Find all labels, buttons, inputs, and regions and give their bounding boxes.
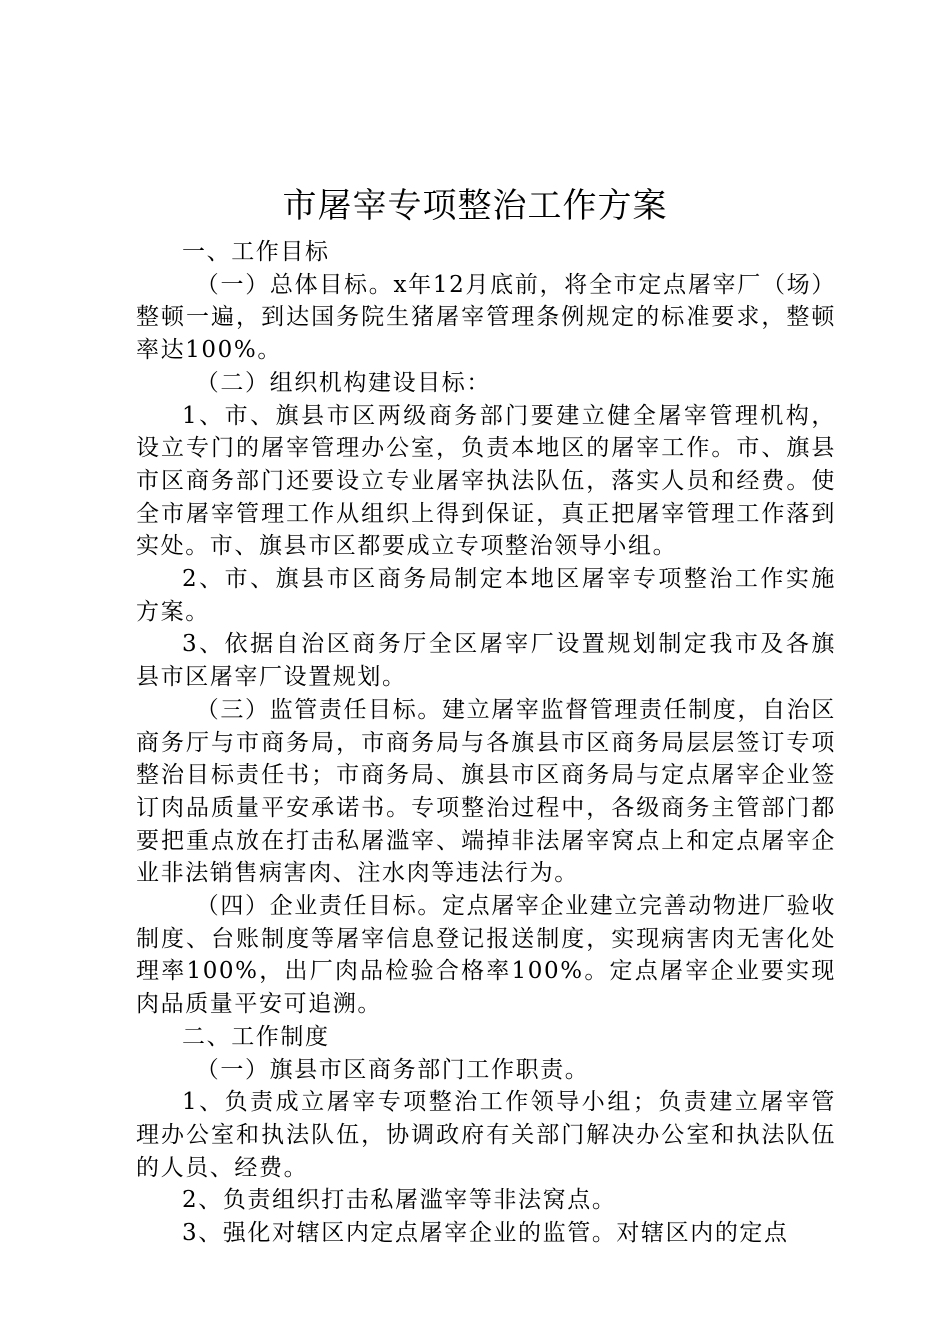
- paragraph-duties: （一）旗县市区商务部门工作职责。: [195, 1056, 590, 1083]
- paragraph-supervision-goal: （三）监管责任目标。建立屠宰监督管理责任制度，自治区商务厅与市商务局，市商务局与各旗县市区商务局层层签订专项整治目标责任书；市商务局、旗县市区商务局与定点屠宰企业签订肉品质量平安承诺书。专项整治过程中，各级商务主管部门都要把重点放在打击私屠滥宰、端掉非法屠宰窝点上和定点屠宰企业非法销售病害肉、注水肉等违法行为。: [136, 696, 836, 887]
- paragraph-duty-3: 3、强化对辖区内定点屠宰企业的监管。对辖区内的定点: [182, 1220, 789, 1247]
- paragraph-item-2: 2、市、旗县市区商务局制定本地区屠宰专项整治工作实施方案。: [136, 566, 836, 625]
- document-body: [136, 236, 836, 1250]
- heading-work-system: 二、工作制度: [182, 1023, 330, 1050]
- paragraph-item-1: 1、市、旗县市区两级商务部门要建立健全屠宰管理机构，设立专门的屠宰管理办公室，负责本地区的屠宰工作。市、旗县市区商务部门还要设立专业屠宰执法队伍，落实人员和经费。使全市屠宰管理工作从组织上得到保证，真正把屠宰管理工作落到实处。市、旗县市区都要成立专项整治领导小组。: [136, 402, 836, 560]
- paragraph-enterprise-goal: （四）企业责任目标。定点屠宰企业建立完善动物进厂验收制度、台账制度等屠宰信息登记报送制度，实现病害肉无害化处理率100%，出厂肉品检验合格率100%。定点屠宰企业要实现肉品质量平安可追溯。: [136, 893, 836, 1018]
- paragraph-duty-2: 2、负责组织打击私屠滥宰等非法窝点。: [182, 1187, 617, 1214]
- paragraph-duty-1: 1、负责成立屠宰专项整治工作领导小组；负责建立屠宰管理办公室和执法队伍，协调政府有关部门解决办公室和执法队伍的人员、经费。: [136, 1089, 836, 1181]
- heading-work-goals: 一、工作目标: [182, 239, 330, 265]
- paragraph-overall-goal: （一）总体目标。x年12月底前，将全市定点屠宰厂（场）整顿一遍，到达国务院生猪屠宰管理条例规定的标准要求，整顿率达100%。: [136, 271, 836, 364]
- document-title: 市屠宰专项整治工作方案: [282, 186, 668, 226]
- paragraph-item-3: 3、依据自治区商务厅全区屠宰厂设置规划制定我市及各旗县市区屠宰厂设置规划。: [136, 631, 836, 691]
- paragraph-organization-goal: （二）组织机构建设目标：: [195, 369, 491, 396]
